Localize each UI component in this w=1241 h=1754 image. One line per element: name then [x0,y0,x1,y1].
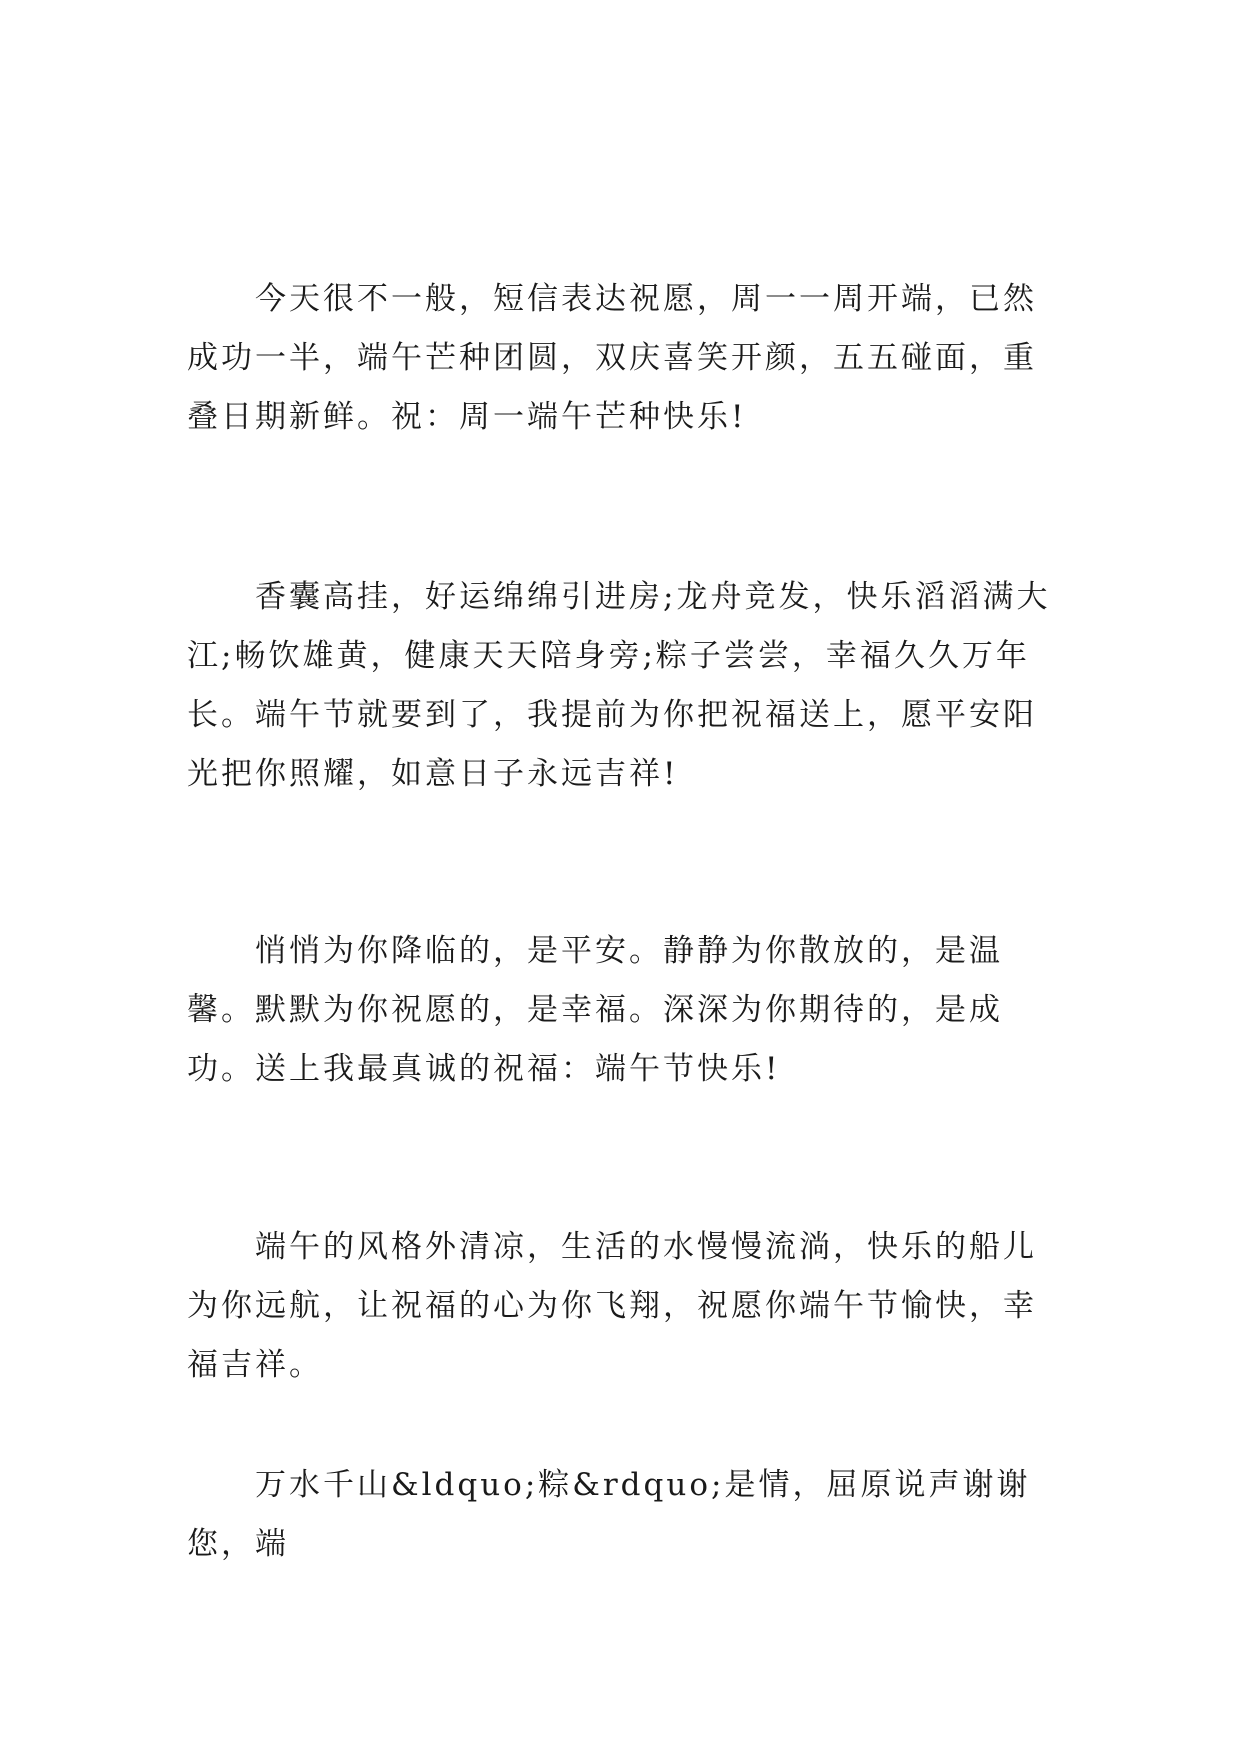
paragraph-4: 端午的风格外清凉，生活的水慢慢流淌，快乐的船儿为你远航，让祝福的心为你飞翔，祝愿你端午节愉快，幸福吉祥。 [187,1229,1037,1383]
paragraph-5: 万水千山&ldquo;粽&rdquo;是情，屈原说声谢谢您，端 [187,1467,1031,1562]
paragraph-1: 今天很不一般，短信表达祝愿，周一一周开端，已然成功一半，端午芒种团圆，双庆喜笑开颜，五五碰面，重叠日期新鲜。祝：周一端午芒种快乐! [187,281,1037,435]
paragraph-2: 香囊高挂，好运绵绵引进房;龙舟竞发，快乐滔滔满大江;畅饮雄黄，健康天天陪身旁;粽子尝尝，幸福久久万年长。端午节就要到了，我提前为你把祝福送上，愿平安阳光把你照耀，如意日子永远吉祥! [187,579,1051,792]
paragraph-3: 悄悄为你降临的，是平安。静静为你散放的，是温馨。默默为你祝愿的，是幸福。深深为你期待的，是成功。送上我最真诚的祝福：端午节快乐! [187,933,1003,1087]
